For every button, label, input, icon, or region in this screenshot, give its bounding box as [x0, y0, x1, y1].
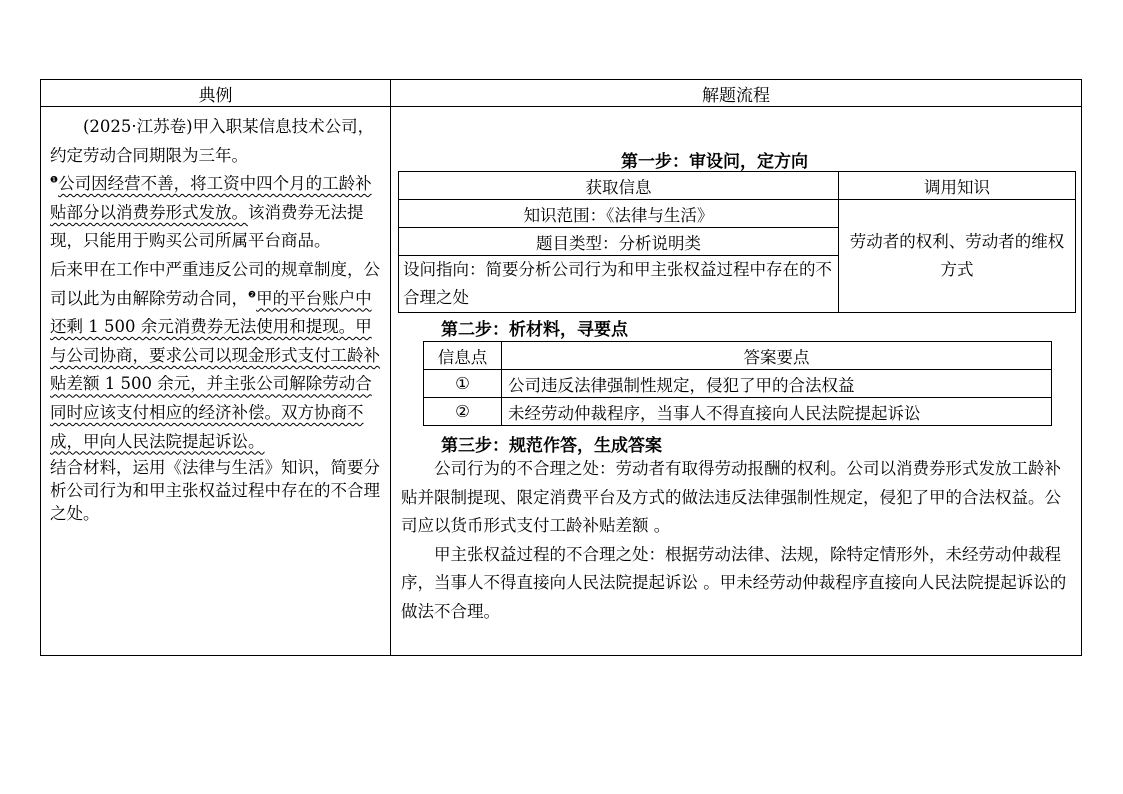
step1-table	[398, 171, 1076, 313]
example-cell	[41, 107, 391, 656]
process-cell	[391, 107, 1082, 656]
answer-para-2: 甲主张权益过程的不合理之处：根据劳动法律、法规，除特定情形外，未经劳动仲裁程序，当事人不得直接向人民法院提起诉讼 。甲未经劳动仲裁程序直接向人民法院提起诉讼的做法不合理。	[401, 544, 1067, 621]
material-1	[50, 170, 385, 256]
highlight-2: 甲的平台账户中还剩 1 500 余元消费券无法使用和提现。甲与公司协商，要求公司以现金形式支付工龄补贴差额 1 500 余元，并主张公司解除劳动合同时应该支付相应的经济补偿。双方协商不成，甲向人民法院提起诉讼。	[50, 288, 380, 451]
knowledge-text: 劳动者的权利、劳动者的维权方式	[839, 200, 1076, 313]
answer-2: 未经劳动仲裁程序，当事人不得直接向人民法院提起诉讼	[502, 398, 1052, 426]
header-process: 解题流程	[391, 80, 1082, 107]
question-text: 结合材料，运用《法律与生活》知识，简要分析公司行为和甲主张权益过程中存在的不合理之处。	[50, 458, 380, 524]
info-direction: 设问指向：简要分析公司行为和甲主张权益过程中存在的不合理之处	[399, 256, 839, 313]
answer-para-1: 公司行为的不合理之处：劳动者有取得劳动报酬的权利。公司以消费券形式发放工龄补贴并限制提现、限定消费平台及方式的做法违反法律强制性规定，侵犯了甲的合法权益。公司应以货币形式支付工龄补贴差额 。	[401, 459, 1061, 535]
header-example: 典例	[41, 80, 391, 107]
source-label: (2025·江苏卷)	[83, 117, 193, 136]
material-2	[50, 256, 385, 456]
step3-title: 第三步：规范作答，生成答案	[441, 436, 662, 456]
col-info: 获取信息	[399, 172, 839, 200]
plain-2: 后来甲在工作中严重违反公司的规章制度，公司以此为由解除劳动合同，	[50, 259, 380, 308]
point-2: ②	[424, 398, 502, 426]
info-scope: 知识范围：《法律与生活》	[399, 200, 839, 228]
col-answer: 答案要点	[502, 342, 1052, 370]
step2-title: 第二步：析材料，寻要点	[441, 320, 628, 340]
table-row	[424, 398, 1052, 426]
table-row	[424, 370, 1052, 398]
marker-2: ❷	[248, 290, 257, 301]
highlight-1: 公司因经营不善，将工资中四个月的工龄补贴部分以消费券形式发放。	[50, 174, 372, 222]
intro-text: 甲入职某信息技术公司，约定劳动合同期限为三年。	[50, 117, 375, 165]
step2-table	[423, 341, 1052, 426]
example-intro	[50, 113, 385, 170]
col-knowledge: 调用知识	[839, 172, 1076, 200]
marker-1: ❶	[50, 175, 59, 186]
col-point: 信息点	[424, 342, 502, 370]
info-type: 题目类型：分析说明类	[399, 228, 839, 256]
answer-1: 公司违反法律强制性规定，侵犯了甲的合法权益	[502, 370, 1052, 398]
answer-paragraphs	[401, 455, 1075, 626]
step1-title: 第一步：审设问，定方向	[621, 152, 808, 172]
plain-1: 该消费券无法提现，只能用于购买公司所属平台商品。	[50, 202, 364, 251]
example-text	[41, 107, 390, 525]
main-table	[40, 79, 1082, 656]
point-1: ①	[424, 370, 502, 398]
